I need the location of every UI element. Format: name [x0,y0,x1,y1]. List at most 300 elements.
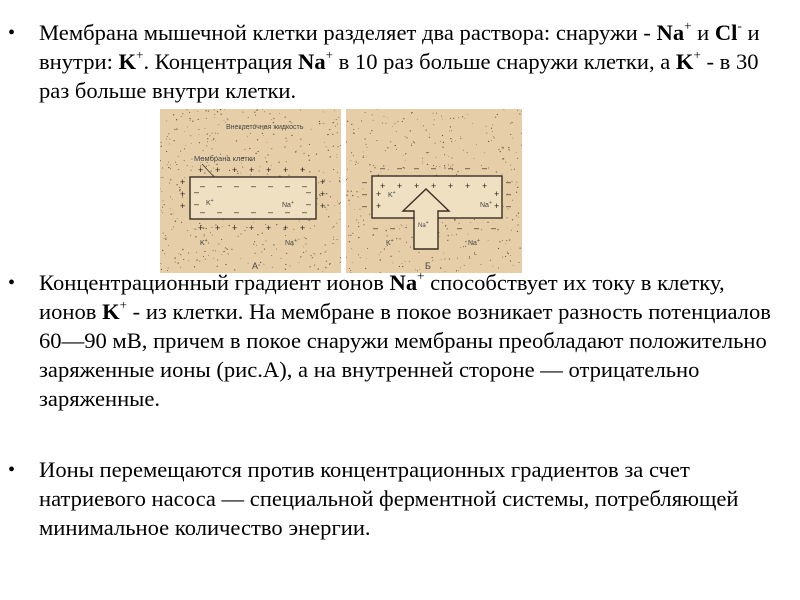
stipple-dot [305,238,306,239]
stipple-dot [372,114,373,115]
stipple-dot [422,158,423,159]
stipple-dot [364,138,365,139]
stipple-dot [207,138,208,139]
stipple-dot [326,146,327,147]
stipple-dot [517,158,518,159]
bullet-marker: • [8,22,16,44]
stipple-dot [502,148,503,149]
stipple-dot [512,200,513,201]
stipple-dot [286,141,287,142]
stipple-dot [454,220,455,221]
stipple-dot [373,165,374,166]
stipple-dot [192,159,193,160]
stipple-dot [492,124,493,125]
stipple-dot [353,133,354,134]
minus-charge: – [362,177,368,187]
stipple-dot [303,247,304,248]
plus-charge: + [232,223,238,233]
stipple-dot [495,117,496,118]
stipple-dot [333,239,334,240]
stipple-dot [265,157,266,158]
stipple-dot [205,110,206,111]
stipple-dot [465,118,466,119]
stipple-dot [273,134,274,135]
stipple-dot [174,257,175,258]
outside-fluid-label: Внеклеточная жидкость [226,124,304,131]
stipple-dot [309,144,310,145]
stipple-dot [195,229,196,230]
stipple-dot [309,171,310,172]
plus-charge: + [215,223,221,233]
stipple-dot [426,130,427,131]
stipple-dot [175,162,176,163]
stipple-dot [493,136,494,137]
plus-charge: + [215,165,221,175]
stipple-dot [336,223,337,224]
stipple-dot [512,219,513,220]
stipple-dot [258,151,259,152]
stipple-dot [333,145,334,146]
stipple-dot [406,242,407,243]
plus-charge: + [300,223,306,233]
stipple-dot [267,142,268,143]
stipple-dot [469,257,470,258]
stipple-dot [456,234,457,235]
stipple-dot [356,191,357,192]
stipple-dot [349,204,350,205]
membrane-diagram [160,109,522,273]
stipple-dot [450,118,451,119]
stipple-dot [212,133,213,134]
stipple-dot [372,235,373,236]
stipple-dot [170,164,171,165]
stipple-dot [441,116,442,117]
stipple-dot [464,265,465,266]
stipple-dot [396,131,397,132]
stipple-dot [508,253,509,254]
stipple-dot [511,249,512,250]
stipple-dot [314,265,315,266]
stipple-dot [502,257,503,258]
stipple-dot [405,136,406,137]
stipple-dot [358,222,359,223]
stipple-dot [164,204,165,205]
stipple-dot [447,228,448,229]
stipple-dot [215,133,216,134]
stipple-dot [340,145,341,146]
stipple-dot [393,263,394,264]
stipple-dot [336,119,337,120]
stipple-dot [199,142,200,143]
minus-charge: – [397,163,403,173]
stipple-dot [204,172,205,173]
stipple-dot [181,116,182,117]
plus-charge: + [300,165,306,175]
stipple-dot [190,120,191,121]
stipple-dot [474,253,475,254]
stipple-dot [250,133,251,134]
stipple-dot [306,251,307,252]
stipple-dot [264,248,265,249]
stipple-dot [324,123,325,124]
stipple-dot [351,152,352,153]
stipple-dot [273,118,274,119]
plus-charge: + [320,177,326,187]
stipple-dot [347,169,348,170]
stipple-dot [214,114,215,115]
ion-k-outside-a: K+ [200,238,208,247]
stipple-dot [162,167,163,168]
stipple-dot [220,113,221,114]
stipple-dot [285,264,286,265]
stipple-dot [363,157,364,158]
stipple-dot [333,169,334,170]
stipple-dot [456,174,457,175]
stipple-dot [512,181,513,182]
stipple-dot [442,222,443,223]
stipple-dot [228,253,229,254]
stipple-dot [403,118,404,119]
stipple-dot [214,138,215,139]
stipple-dot [278,162,279,163]
stipple-dot [410,246,411,247]
stipple-dot [222,226,223,227]
stipple-dot [194,229,195,230]
stipple-dot [169,139,170,140]
stipple-dot [178,156,179,157]
stipple-dot [286,253,287,254]
stipple-dot [390,141,391,142]
stipple-dot [444,154,445,155]
stipple-dot [204,235,205,236]
stipple-dot [481,229,482,230]
stipple-dot [184,131,185,132]
minus-charge: – [465,163,471,173]
stipple-dot [304,237,305,238]
stipple-dot [513,265,514,266]
stipple-dot [493,266,494,267]
stipple-dot [432,257,433,258]
stipple-dot [508,147,509,148]
stipple-dot [419,252,420,253]
stipple-dot [163,232,164,233]
plus-charge: + [283,165,289,175]
stipple-dot [461,138,462,139]
stipple-dot [170,214,171,215]
stipple-dot [451,130,452,131]
stipple-dot [161,210,162,211]
stipple-dot [223,251,224,252]
stipple-dot [502,174,503,175]
stipple-dot [270,113,271,114]
stipple-dot [170,197,171,198]
stipple-dot [510,134,511,135]
stipple-dot [212,140,213,141]
minus-charge: – [362,201,368,211]
stipple-dot [241,234,242,235]
stipple-dot [462,116,463,117]
stipple-dot [175,221,176,222]
stipple-dot [247,136,248,137]
stipple-dot [363,152,364,153]
stipple-dot [242,167,243,168]
stipple-dot [327,205,328,206]
stipple-dot [427,164,428,165]
stipple-dot [182,113,183,114]
stipple-dot [442,135,443,136]
stipple-dot [505,244,506,245]
stipple-dot [358,237,359,238]
stipple-dot [319,170,320,171]
stipple-dot [336,155,337,156]
stipple-dot [281,258,282,259]
stipple-dot [436,157,437,158]
stipple-dot [291,135,292,136]
stipple-dot [311,129,312,130]
stipple-dot [395,145,396,146]
stipple-dot [210,232,211,233]
stipple-dot [300,139,301,140]
stipple-dot [218,243,219,244]
ion-k-a: K+ [206,198,214,207]
stipple-dot [314,225,315,226]
stipple-dot [521,111,522,112]
stipple-dot [271,148,272,149]
stipple-dot [352,262,353,263]
minus-charge: – [268,181,274,191]
stipple-dot [510,255,511,256]
plus-charge: + [180,177,186,187]
stipple-dot [396,149,397,150]
stipple-dot [360,216,361,217]
stipple-dot [502,158,503,159]
stipple-dot [192,121,193,122]
stipple-dot [176,164,177,165]
plus-charge: + [283,223,289,233]
stipple-dot [260,262,261,263]
stipple-dot [455,140,456,141]
plus-charge: + [448,181,454,191]
minus-charge: – [306,199,312,209]
stipple-dot [457,258,458,259]
stipple-dot [429,137,430,138]
stipple-dot [358,254,359,255]
stipple-dot [304,153,305,154]
minus-charge: – [506,177,512,187]
plus-charge: + [494,189,500,199]
stipple-dot [289,175,290,176]
stipple-dot [499,241,500,242]
minus-charge: – [200,207,206,217]
stipple-dot [315,255,316,256]
stipple-dot [324,142,325,143]
stipple-dot [312,257,313,258]
stipple-dot [325,244,326,245]
stipple-dot [340,219,341,220]
stipple-dot [492,131,493,132]
stipple-dot [386,230,387,231]
stipple-dot [356,161,357,162]
stipple-dot [170,179,171,180]
stipple-dot [316,154,317,155]
minus-charge: – [390,223,396,233]
stipple-dot [441,259,442,260]
stipple-dot [507,252,508,253]
stipple-dot [491,140,492,141]
stipple-dot [176,128,177,129]
stipple-dot [208,110,209,111]
stipple-dot [423,125,424,126]
stipple-dot [340,262,341,263]
stipple-dot [328,150,329,151]
stipple-dot [433,113,434,114]
stipple-dot [339,177,340,178]
stipple-dot [206,166,207,167]
stipple-dot [406,137,407,138]
stipple-dot [366,144,367,145]
stipple-dot [360,257,361,258]
minus-charge: – [285,207,291,217]
ion-k-b: K+ [388,190,396,199]
plus-charge: + [397,181,403,191]
plus-charge: + [376,201,382,211]
stipple-dot [445,225,446,226]
stipple-dot [171,229,172,230]
plus-charge: + [266,223,272,233]
stipple-dot [506,240,507,241]
stipple-dot [177,262,178,263]
stipple-dot [516,152,517,153]
stipple-dot [429,134,430,135]
paragraph-membrane-solutions: Мембрана мышечной клетки разделяет два раствора: снаружи - Na+ и Cl- и внутри: K+. Концентрация Na+ в 10 раз больше снаружи клетки, а K+ - в 30 раз больше внутри клетки. [39,18,760,103]
minus-charge: – [217,207,223,217]
stipple-dot [414,142,415,143]
stipple-dot [354,209,355,210]
stipple-dot [323,172,324,173]
stipple-dot [428,152,429,153]
stipple-dot [253,244,254,245]
stipple-dot [191,170,192,171]
stipple-dot [488,168,489,169]
stipple-dot [436,166,437,167]
stipple-dot [452,234,453,235]
stipple-dot [505,162,506,163]
minus-charge: – [268,207,274,217]
stipple-dot [196,252,197,253]
stipple-dot [192,166,193,167]
stipple-dot [367,248,368,249]
stipple-dot [290,266,291,267]
stipple-dot [339,203,340,204]
stipple-dot [474,158,475,159]
stipple-dot [516,192,517,193]
stipple-dot [364,224,365,225]
stipple-dot [329,181,330,182]
stipple-dot [255,115,256,116]
stipple-dot [401,225,402,226]
stipple-dot [460,136,461,137]
stipple-dot [451,141,452,142]
stipple-dot [476,144,477,145]
stipple-dot [326,261,327,262]
stipple-dot [338,146,339,147]
stipple-dot [300,110,301,111]
stipple-dot [337,172,338,173]
minus-charge: – [448,163,454,173]
plus-charge: + [320,201,326,211]
stipple-dot [205,228,206,229]
stipple-dot [509,239,510,240]
stipple-dot [384,248,385,249]
stipple-dot [497,114,498,115]
stipple-dot [244,149,245,150]
paragraph-concentration-gradient: Концентрационный градиент ионов Na+ способствует их току в клетку, ионов K+ - из клетки. На мембране в покое возникает разность потенциалов 60—90 мВ, причем в покое снаружи мембраны преобладают положительно заряженные ионы (рис.А), а на внутренней стороне — отрицательно заряженные. [39,268,771,411]
stipple-dot [517,187,518,188]
stipple-dot [387,235,388,236]
stipple-dot [514,169,515,170]
stipple-dot [366,157,367,158]
stipple-dot [217,111,218,112]
stipple-dot [517,110,518,111]
stipple-dot [472,123,473,124]
plus-charge: + [198,223,204,233]
plus-charge: + [249,165,255,175]
stipple-dot [443,142,444,143]
stipple-dot [212,235,213,236]
stipple-dot [353,129,354,130]
stipple-dot [399,238,400,239]
stipple-dot [173,213,174,214]
stipple-dot [439,166,440,167]
stipple-dot [347,121,348,122]
stipple-dot [160,263,161,264]
stipple-dot [225,264,226,265]
stipple-dot [521,145,522,146]
stipple-dot [363,220,364,221]
stipple-dot [340,213,341,214]
stipple-dot [392,126,393,127]
stipple-dot [181,222,182,223]
stipple-dot [178,253,179,254]
stipple-dot [168,167,169,168]
stipple-dot [351,124,352,125]
stipple-dot [237,173,238,174]
stipple-dot [224,120,225,121]
stipple-dot [518,217,519,218]
stipple-dot [271,119,272,120]
stipple-dot [406,225,407,226]
stipple-dot [267,154,268,155]
stipple-dot [300,256,301,257]
minus-charge: – [302,181,308,191]
stipple-dot [313,253,314,254]
stipple-dot [255,153,256,154]
stipple-dot [169,183,170,184]
stipple-dot [285,235,286,236]
stipple-dot [227,249,228,250]
stipple-dot [497,229,498,230]
stipple-dot [204,234,205,235]
stipple-dot [346,195,347,196]
stipple-dot [221,239,222,240]
stipple-dot [448,235,449,236]
stipple-dot [206,118,207,119]
stipple-dot [511,230,512,231]
stipple-dot [351,160,352,161]
stipple-dot [348,235,349,236]
stipple-dot [319,121,320,122]
stipple-dot [339,181,340,182]
